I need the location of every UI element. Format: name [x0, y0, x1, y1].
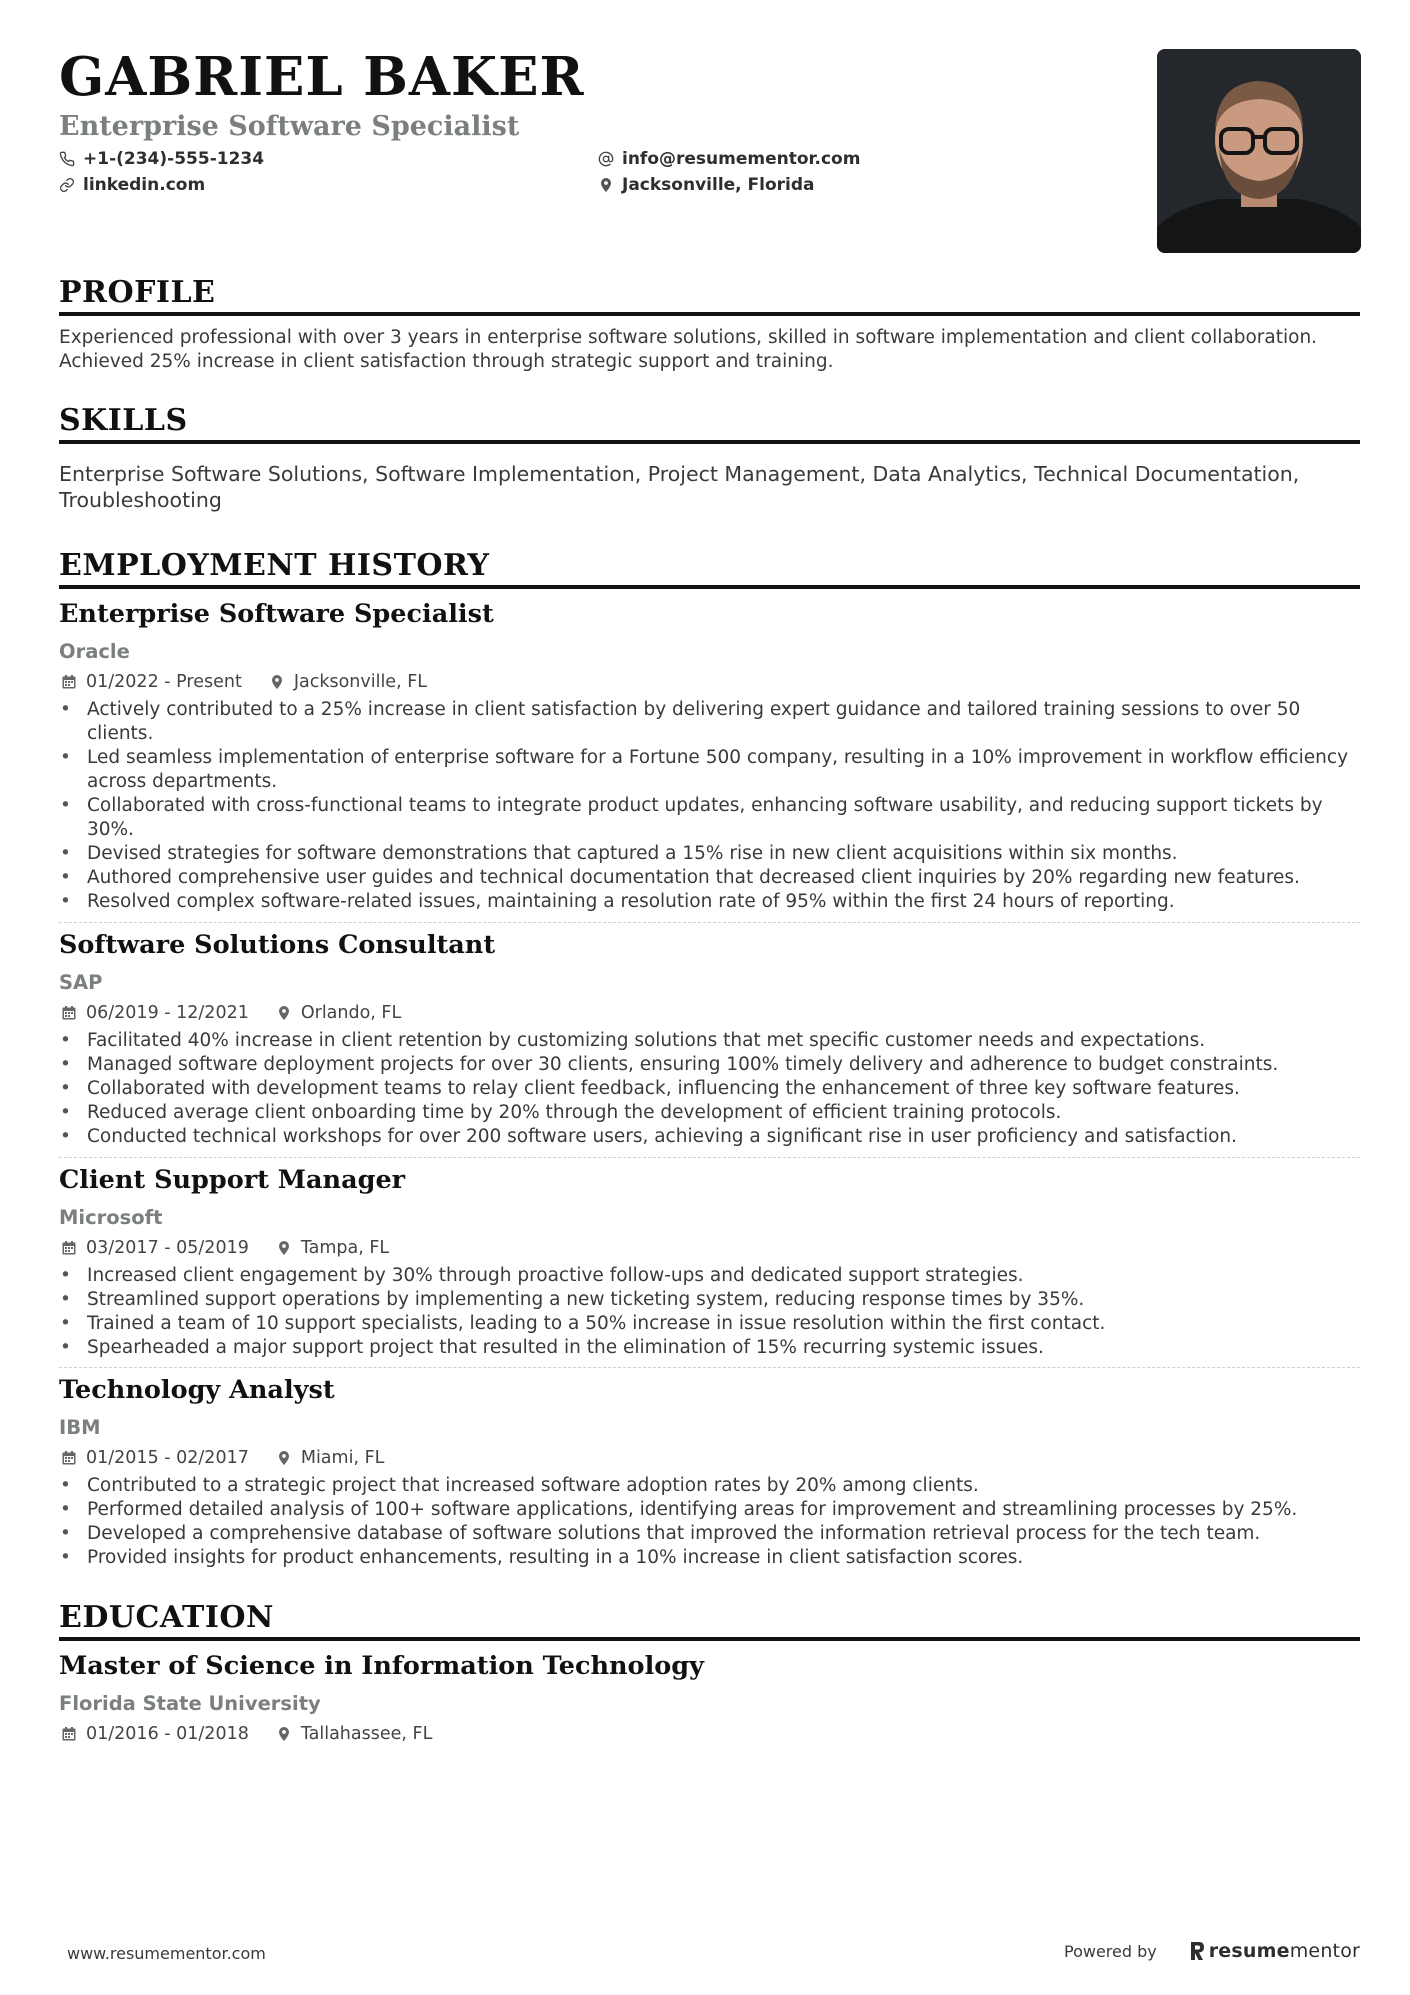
contact-location [598, 175, 815, 195]
list-item: • Streamlined support operations by implementing a new ticketing system, reducing response times by 35%. [59, 1288, 1360, 1312]
education-location: Tallahassee, FL [300, 1724, 433, 1744]
job-bullets [59, 1474, 1360, 1570]
job-bullets [59, 698, 1360, 914]
job-location: Tampa, FL [300, 1238, 390, 1258]
map-pin-icon [276, 1240, 292, 1256]
job-title: Software Solutions Consultant [59, 930, 496, 960]
list-item: • Spearheaded a major support project that resulted in the elimination of 15% recurring systemic issues. [59, 1336, 1360, 1360]
calendar-icon [61, 674, 77, 690]
list-item: • Managed software deployment projects for over 30 clients, ensuring 100% timely delivery and adherence to budget constraints. [59, 1053, 1360, 1077]
section-education-heading: EDUCATION [59, 1601, 1360, 1641]
job-company: Microsoft [59, 1206, 163, 1229]
calendar-icon [61, 1450, 77, 1466]
list-item: • Facilitated 40% increase in client retention by customizing solutions that met specific customer needs and expectations. [59, 1029, 1360, 1053]
map-pin-icon [276, 1450, 292, 1466]
job-company: IBM [59, 1416, 101, 1439]
education-degree: Master of Science in Information Technology [59, 1651, 704, 1681]
contact-phone [59, 149, 264, 169]
list-item: • Collaborated with cross-functional teams to integrate product updates, enhancing software usability, and reducing support tickets by 30%. [59, 794, 1360, 842]
section-profile-heading: PROFILE [59, 276, 1360, 316]
job-meta [61, 1448, 384, 1468]
job-meta [61, 1238, 389, 1258]
map-pin-icon [276, 1726, 292, 1742]
brand-bold: resume [1208, 1940, 1290, 1962]
education-meta [61, 1724, 432, 1744]
job-bullets [59, 1264, 1360, 1360]
contact-linkedin[interactable] [59, 175, 205, 195]
list-item: • Conducted technical workshops for over 200 software users, achieving a significant rise in user proficiency and satisfaction. [59, 1125, 1360, 1149]
phone-icon [59, 151, 75, 167]
list-item: • Collaborated with development teams to relay client feedback, influencing the enhancement of three key software features. [59, 1077, 1360, 1101]
job-dates: 01/2015 - 02/2017 [86, 1448, 249, 1468]
education-school: Florida State University [59, 1692, 321, 1715]
calendar-icon [61, 1240, 77, 1256]
map-pin-icon [598, 177, 614, 193]
footer-website-link[interactable]: www.resumementor.com [67, 1944, 266, 1963]
job-title: Technology Analyst [59, 1375, 335, 1405]
job-dates: 03/2017 - 05/2019 [86, 1238, 249, 1258]
location-text: Jacksonville, Florida [622, 175, 815, 195]
list-item: • Contributed to a strategic project that increased software adoption rates by 20% among clients. [59, 1474, 1360, 1498]
list-item: • Increased client engagement by 30% through proactive follow-ups and dedicated support strategies. [59, 1264, 1360, 1288]
at-sign-icon [598, 151, 614, 167]
list-item: • Developed a comprehensive database of software solutions that improved the information retrieval process for the tech team. [59, 1522, 1360, 1546]
map-pin-icon [269, 674, 285, 690]
section-skills-heading: SKILLS [59, 404, 1360, 444]
job-company: SAP [59, 971, 103, 994]
job-location: Miami, FL [300, 1448, 385, 1468]
phone-text: +1-(234)-555-1234 [83, 149, 265, 169]
powered-by-label: Powered by [1064, 1941, 1157, 1961]
job-meta [61, 1003, 401, 1023]
job-location: Jacksonville, FL [293, 672, 428, 692]
profile-photo [1157, 49, 1361, 253]
skills-list: Enterprise Software Solutions, Software Implementation, Project Management, Data Analytics, Technical Documentation, Troubleshooting [59, 462, 1300, 512]
candidate-title: Enterprise Software Specialist [59, 111, 520, 142]
list-item: • Devised strategies for software demonstrations that captured a 15% rise in new client acquisitions within six months. [59, 842, 1360, 866]
divider [59, 1157, 1360, 1158]
brand-light: mentor [1289, 1940, 1361, 1962]
section-employment-heading: EMPLOYMENT HISTORY [59, 549, 1360, 589]
list-item: • Led seamless implementation of enterprise software for a Fortune 500 company, resulting in a 10% improvement in workflow efficiency across departments. [59, 746, 1360, 794]
divider [59, 1367, 1360, 1368]
footer-powered-by [1064, 1940, 1360, 1962]
job-title: Client Support Manager [59, 1165, 406, 1195]
job-location: Orlando, FL [300, 1003, 402, 1023]
list-item: • Provided insights for product enhancements, resulting in a 10% increase in client satisfaction scores. [59, 1546, 1360, 1570]
list-item: • Reduced average client onboarding time by 20% through the development of efficient training protocols. [59, 1101, 1360, 1125]
contact-email[interactable] [598, 149, 860, 169]
resumementor-brand[interactable] [1209, 1940, 1360, 1962]
calendar-icon [61, 1005, 77, 1021]
calendar-icon [61, 1726, 77, 1742]
job-bullets [59, 1029, 1360, 1149]
linkedin-text[interactable]: linkedin.com [83, 175, 206, 195]
portrait-image [1157, 49, 1361, 253]
education-dates: 01/2016 - 01/2018 [86, 1724, 249, 1744]
list-item: • Actively contributed to a 25% increase in client satisfaction by delivering expert guidance and tailored training sessions to over 50 clients. [59, 698, 1360, 746]
list-item: • Resolved complex software-related issues, maintaining a resolution rate of 95% within the first 24 hours of reporting. [59, 890, 1360, 914]
link-icon [59, 177, 75, 193]
divider [59, 922, 1360, 923]
list-item: • Trained a team of 10 support specialists, leading to a 50% increase in issue resolution within the first contact. [59, 1312, 1360, 1336]
resume-page [59, 0, 1360, 1995]
job-dates: 01/2022 - Present [86, 672, 242, 692]
profile-summary: Experienced professional with over 3 years in enterprise software solutions, skilled in software implementation and client collaboration. Achieved 25% increase in client satisfaction through strategic support and training. [59, 327, 1318, 372]
job-company: Oracle [59, 640, 130, 663]
candidate-name: GABRIEL BAKER [59, 46, 585, 108]
job-title: Enterprise Software Specialist [59, 599, 494, 629]
job-meta [61, 672, 427, 692]
job-dates: 06/2019 - 12/2021 [86, 1003, 249, 1023]
email-text[interactable]: info@resumementor.com [622, 149, 861, 169]
list-item: • Performed detailed analysis of 100+ software applications, identifying areas for improvement and streamlining processes by 25%. [59, 1498, 1360, 1522]
map-pin-icon [276, 1005, 292, 1021]
resumementor-logo-icon [1188, 1940, 1206, 1962]
list-item: • Authored comprehensive user guides and technical documentation that decreased client inquiries by 20% regarding new features. [59, 866, 1360, 890]
